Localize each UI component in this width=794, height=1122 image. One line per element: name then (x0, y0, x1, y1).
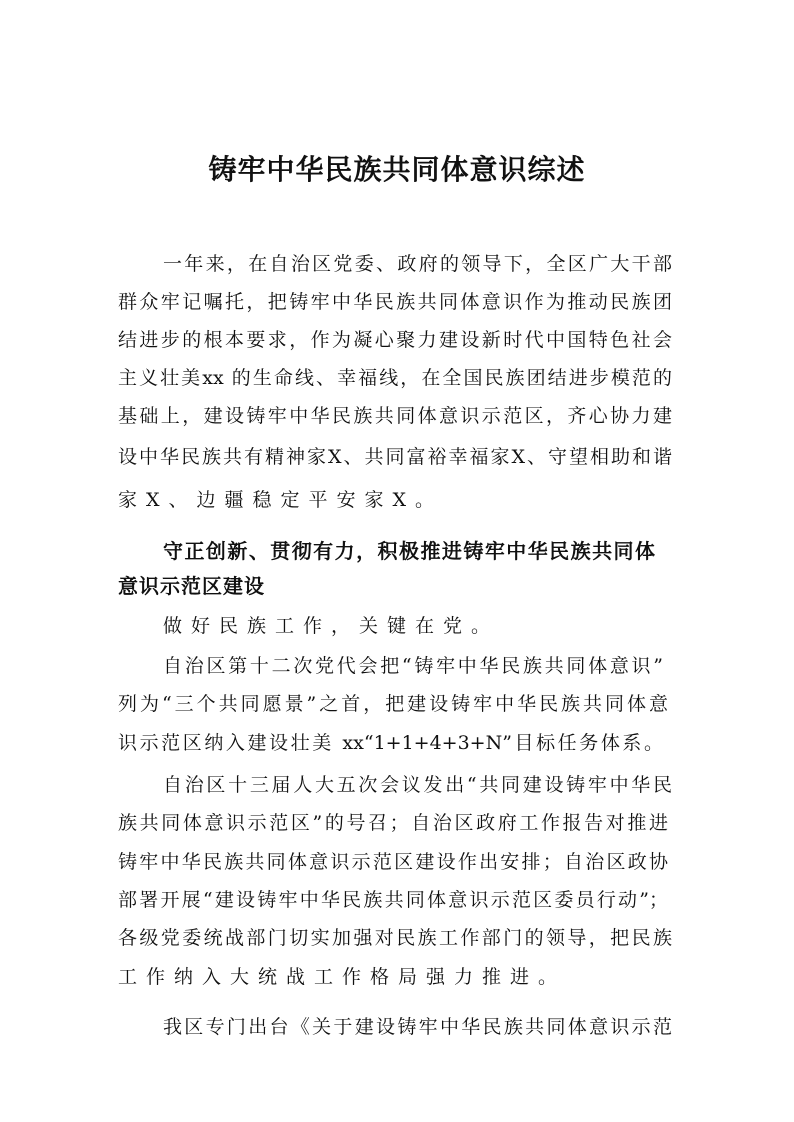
paragraph-line: 铸牢中华民族共同体意识示范区建设作出安排；自治区政协 (118, 851, 668, 873)
document-title: 铸牢中华民族共同体意识综述 (208, 153, 586, 186)
section-heading: 意识示范区建设 (118, 574, 265, 598)
paragraph-line: 族共同体意识示范区”的号召；自治区政府工作报告对推进 (118, 812, 668, 834)
paragraph-line: 工作纳入大统战工作格局强力推进。 (118, 966, 567, 988)
paragraph-line: 自治区十三届人大五次会议发出“共同建设铸牢中华民 (163, 774, 672, 796)
paragraph-line: 各级党委统战部门切实加强对民族工作部门的领导，把民族 (118, 927, 672, 949)
paragraph-line: 列为“三个共同愿景”之首，把建设铸牢中华民族共同体意 (118, 693, 668, 715)
paragraph-line: 结进步的根本要求，作为凝心聚力建设新时代中国特色社会 (118, 329, 672, 351)
paragraph-line: 做好民族工作，关键在党。 (163, 615, 500, 637)
paragraph-line: 基础上，建设铸牢中华民族共同体意识示范区，齐心协力建 (118, 405, 672, 427)
paragraph-line: 识示范区纳入建设壮美 xx“1+1+4+3+N”目标任务体系。 (118, 732, 663, 754)
paragraph-line: 部署开展“建设铸牢中华民族共同体意识示范区委员行动”； (118, 889, 668, 911)
paragraph-line: 一年来，在自治区党委、政府的领导下，全区广大干部 (163, 253, 672, 275)
paragraph-line: 我区专门出台《关于建设铸牢中华民族共同体意识示范 (163, 1016, 672, 1038)
paragraph-line: 主义壮美xx 的生命线、幸福线，在全国民族团结进步模范的 (118, 367, 672, 389)
paragraph-line: 设中华民族共有精神家X、共同富裕幸福家X、守望相助和谐 (118, 446, 672, 468)
paragraph-line: 家X、边疆稳定平安家X。 (118, 489, 444, 511)
section-heading: 守正创新、贯彻有力，积极推进铸牢中华民族共同体 (163, 539, 655, 563)
paragraph-line: 群众牢记嘱托，把铸牢中华民族共同体意识作为推动民族团 (118, 291, 672, 313)
paragraph-line: 自治区第十二次党代会把“铸牢中华民族共同体意识” (163, 655, 663, 677)
